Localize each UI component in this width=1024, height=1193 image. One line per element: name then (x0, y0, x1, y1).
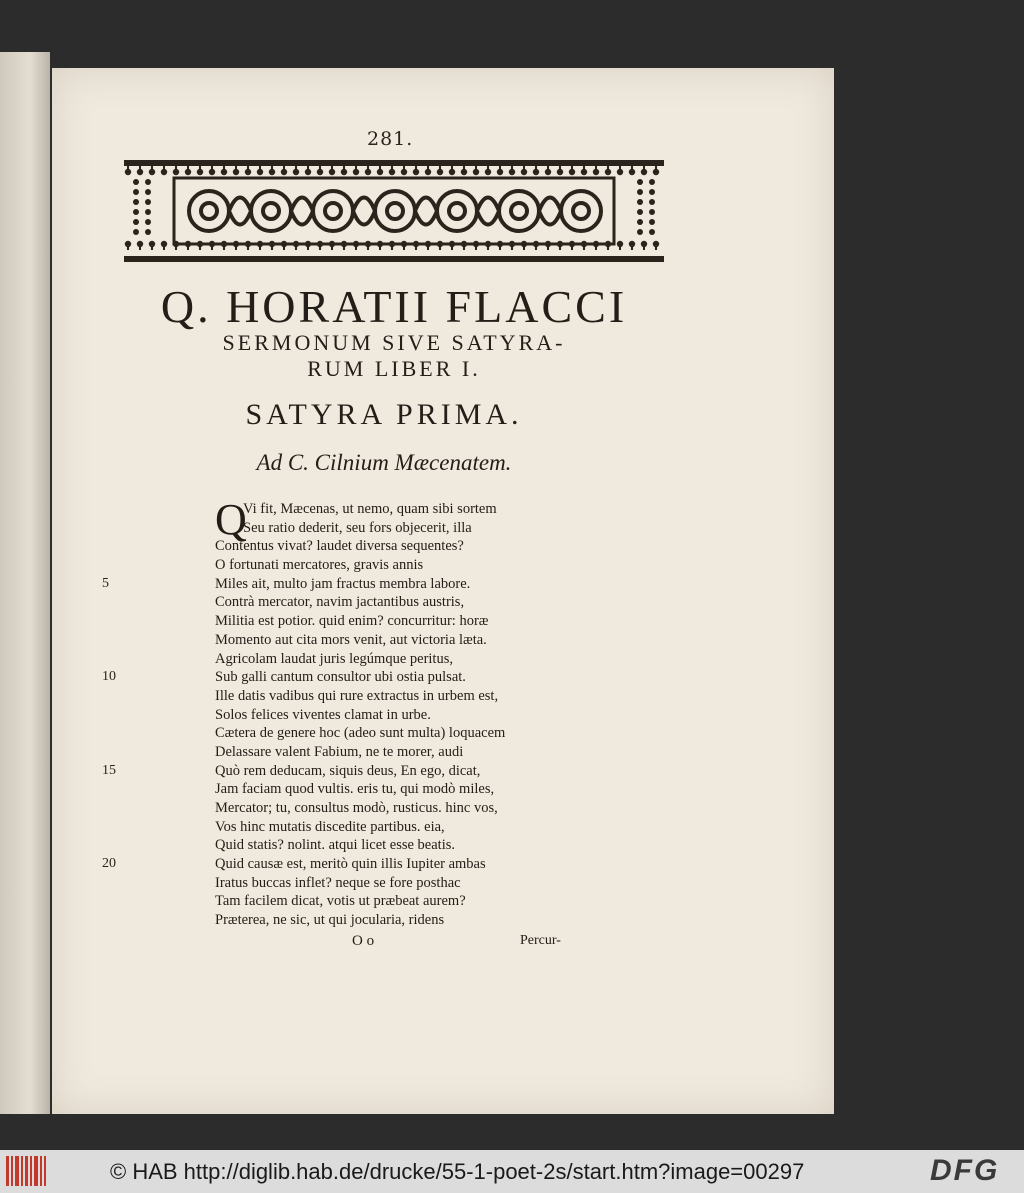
catchword: Percur- (520, 933, 561, 948)
subtitle-line-1: SERMONUM SIVE SATYRA- (222, 330, 566, 355)
verse-line: Sub galli cantum consultor ubi ostia pulsat. (215, 669, 466, 686)
verse-line: Ille datis vadibus qui rure extractus in urbem est, (215, 687, 499, 704)
line-number: 5 (102, 575, 109, 591)
barcode-icon (6, 1156, 46, 1186)
previous-page-edge (0, 52, 50, 1114)
verse-line: Iratus buccas inflet? neque se fore posthac (215, 874, 461, 891)
verse-line: Agricolam laudat juris legúmque peritus, (215, 650, 453, 667)
verse-list (215, 495, 635, 930)
verse-line: Contrà mercator, navim jactantibus austris, (215, 594, 465, 611)
verse-line: Vos hinc mutatis discedite partibus. eia, (215, 818, 445, 835)
verse-line: Momento aut cita mors venit, aut victoria læta. (215, 631, 487, 648)
satira-heading: SATYRA PRIMA. (245, 398, 523, 431)
verse-line: Quid causæ est, meritò quin illis Iupiter ambas (215, 856, 486, 873)
verse-line: Contentus vivat? laudet diversa sequentes? (215, 538, 464, 555)
page-number: 281. (367, 128, 414, 150)
verse-line: Præterea, ne sic, ut qui jocularia, ridens (215, 912, 445, 929)
line-number: 20 (102, 856, 116, 872)
verse-line: Cætera de genere hoc (adeo sunt multa) loquacem (215, 725, 506, 742)
dedication: Ad C. Cilnium Mæcenatem. (256, 450, 512, 475)
verse-line: Militia est potior. quid enim? concurritur: horæ (215, 613, 489, 630)
verse-line: Tam facilem dicat, votis ut præbeat aurem? (215, 893, 466, 910)
verse-line: Solos felices viventes clamat in urbe. (215, 706, 431, 723)
footer-bar (0, 1150, 1024, 1193)
copyright-url[interactable]: © HAB http://diglib.hab.de/drucke/55-1-poet-2s/start.htm?image=00297 (110, 1159, 805, 1184)
verse-line: Jam faciam quod vultis. eris tu, qui modò miles, (215, 781, 495, 798)
subtitle-line-2: RUM LIBER I. (307, 356, 481, 381)
dfg-logo: DFG (930, 1154, 1000, 1187)
verse-line: O fortunati mercatores, gravis annis (215, 557, 424, 574)
verse-line: Quid statis? nolint. atqui licet esse beatis. (215, 837, 456, 854)
drop-cap: Q (215, 495, 247, 544)
verse-line: Miles ait, multo jam fractus membra labore. (215, 575, 471, 592)
verse-line: Seu ratio dederit, seu fors objecerit, illa (243, 519, 472, 536)
verse-line: Delassare valent Fabium, ne te morer, audi (215, 743, 464, 760)
book-page (52, 68, 834, 1114)
line-number: 10 (102, 669, 116, 685)
verse-line: Mercator; tu, consultus modò, rusticus. hinc vos, (215, 800, 498, 816)
decorative-headpiece (114, 156, 674, 266)
verse-line: Vi fit, Mæcenas, ut nemo, quam sibi sortem (243, 501, 497, 517)
verse-line: Quò rem deducam, siquis deus, En ego, dicat, (215, 762, 481, 779)
book-title: Q. HORATII FLACCI (160, 281, 628, 332)
line-number: 15 (102, 762, 116, 778)
signature-mark: O o (352, 933, 375, 949)
